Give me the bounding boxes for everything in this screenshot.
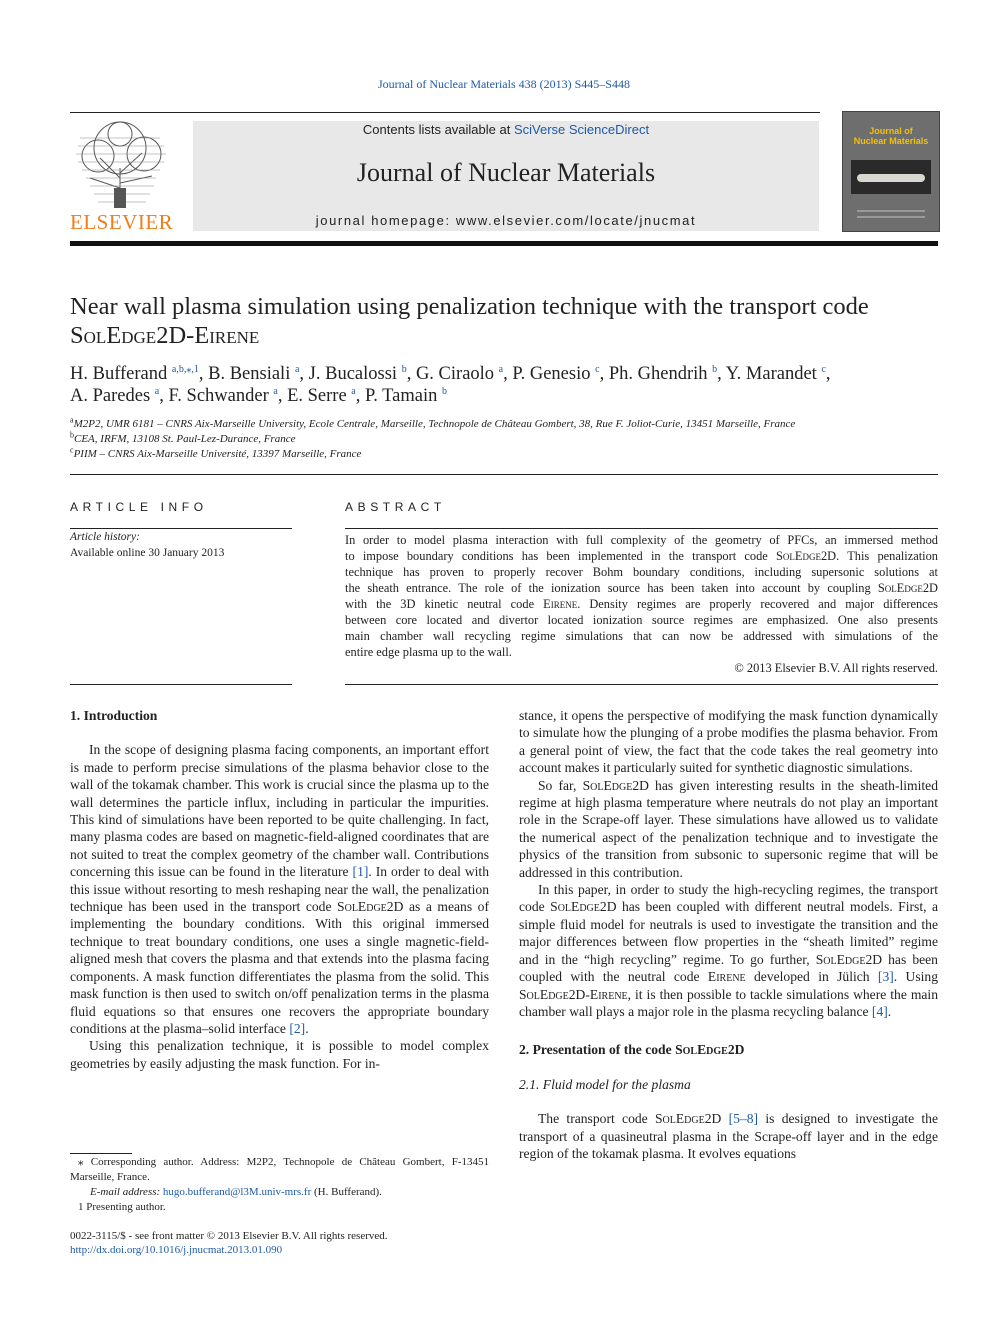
- author-affiliation-marker[interactable]: b: [401, 363, 407, 375]
- footnote-rule: [70, 1153, 132, 1154]
- article-history-label: Article history:: [70, 531, 140, 543]
- journal-reference[interactable]: Journal of Nuclear Materials 438 (2013) S445–S448: [378, 77, 630, 91]
- elsevier-logo: [70, 118, 172, 232]
- affiliation-text: CEA, IRFM, 13108 St. Paul-Lez-Durance, France: [74, 433, 296, 445]
- author-name: G. Ciraolo: [415, 364, 499, 384]
- article-title: [70, 292, 950, 350]
- citation-link[interactable]: [4]: [871, 1003, 888, 1019]
- section-heading-presentation: 2. Presentation of the code SolEdge2D: [519, 1042, 745, 1058]
- contents-line: [193, 122, 819, 137]
- author-separator: ,: [717, 364, 726, 384]
- authors-line-2: [70, 384, 950, 408]
- author-affiliation-marker[interactable]: a,b,⁎,1: [171, 363, 199, 375]
- affiliations-rule: [70, 474, 938, 475]
- affiliation-item: [70, 417, 950, 432]
- author-name: H. Bufferand: [70, 364, 172, 384]
- intro-paragraph-1: In the scope of designing plasma facing components, an important effort is made to perform precise simulations of the plasma behavior close to the wall of the tokamak chamber. This work is crucial since the plasma up to the wall determines the particle influx, including in particular the impurities. This kind of simulations have been reported to be quite challenging. In fact, many plasma codes are based on magnetic-field-aligned coordinates that are not suited to treat the complex geometry of the chamber wall. Contributions concerning this issue can be found in the literature [1]. In order to deal with this issue without resorting to mesh reshaping near the wall, the penalization technique has been used in the transport code SolEdge2D as a means of implementing the boundary conditions. With this original immersed technique to treat boundary conditions, one uses a single magnetic-field-aligned mesh that covers the plasma and that extends into the plasma facing components. A mask function differentiates the plasma from the solid. This mask function is then used to switch on/off penalization terms in the plasma fluid equations so that ensures one recovers the appropriate boundary conditions at the plasma–solid interface [2].: [70, 742, 490, 1036]
- author-separator: ,: [825, 364, 831, 384]
- author-name: E. Serre: [287, 386, 352, 406]
- footnotes: [70, 1155, 489, 1215]
- abstract-heading: ABSTRACT: [345, 500, 446, 514]
- affiliation-item: [70, 432, 950, 447]
- article-info-heading: ARTICLE INFO: [70, 500, 208, 514]
- author-affiliation-marker[interactable]: a: [154, 385, 160, 397]
- author-affiliation-marker[interactable]: b: [712, 363, 718, 375]
- right-column: [519, 707, 938, 1162]
- author-name: J. Bucalossi: [308, 364, 402, 384]
- email-label: E-mail address:: [90, 1186, 163, 1198]
- author-separator: ,: [406, 364, 416, 384]
- author-name: P. Tamain: [365, 386, 442, 406]
- author-affiliation-marker[interactable]: a: [273, 385, 278, 397]
- abstract-line: entire edge plasma up to the wall.: [345, 645, 512, 659]
- abstract-line: main chamber wall recycling regime simulations that can now be addressed with simulations of the: [345, 629, 938, 643]
- left-column: [70, 707, 489, 1072]
- intro-paragraph-2: Using this penalization technique, it is possible to model complex geometries by easily adjusting the mask function. For in-: [70, 1038, 489, 1071]
- author-separator: ,: [198, 364, 209, 384]
- abstract-rule: [345, 528, 938, 529]
- presenting-author-note: 1 Presenting author.: [78, 1201, 166, 1213]
- homepage-prefix: journal homepage:: [315, 213, 456, 228]
- author-separator: ,: [277, 386, 288, 406]
- author-name: Ph. Ghendrih: [608, 364, 713, 384]
- right-paragraph-3: In this paper, in order to study the high-recycling regimes, the transport code SolEdge2D has been coupled with different neutral models. First, a simple fluid model for neutrals is used to investigate the transition and the major differences between flow properties in the “sheath limited” regime and in the “high recycling” regime. To go further, SolEdge2D has been coupled with the neutral code Eirene developed in Jülich [3]. Using SolEdge2D-Eirene, it is then possible to tackle simulations where the main chamber wall plays a major role in the plasma recycling balance [4].: [519, 882, 939, 1019]
- article-info-bottom-rule: [70, 684, 292, 685]
- abstract-line: In order to model plasma interaction with full complexity of the geometry of PFCs, an immersed method: [345, 533, 938, 547]
- doi-link[interactable]: http://dx.doi.org/10.1016/j.jnucmat.2013.01.090: [70, 1244, 283, 1256]
- cover-image: [851, 160, 931, 194]
- corresponding-author-note: ⁎ Corresponding author. Address: M2P2, Technopole de Château Gombert, F-13451 Marseille, France.: [70, 1156, 489, 1183]
- abstract-bottom-rule: [345, 684, 938, 685]
- homepage-url[interactable]: www.elsevier.com/locate/jnucmat: [455, 213, 697, 228]
- email-note: [70, 1185, 489, 1200]
- right-paragraph-2: So far, SolEdge2D has given interesting results in the sheath-limited regime at high plasma temperature where neutrals do not play an important role in the Scrape-off layer. These simulations have allowed us to validate the numerical aspect of the penalization technique and to investigate the physics of the transition from subsonic to supersonic regime that will be addressed in this contribution.: [519, 777, 938, 880]
- author-separator: ,: [299, 364, 309, 384]
- affiliations: [70, 417, 950, 462]
- affiliation-item: [70, 447, 950, 462]
- author-affiliation-marker[interactable]: c: [821, 363, 826, 375]
- header-bottom-rule: [70, 241, 938, 246]
- affiliation-text: M2P2, UMR 6181 – CNRS Aix-Marseille University, Ecole Centrale, Marseille, Technopole de Château Gombert, 38, Rue F. Joliot-Curie, 13451 Marseille, France: [73, 418, 796, 430]
- abstract-line: technique has proven to properly recover Bohm boundary conditions, including supersonic solutions at: [345, 565, 938, 579]
- author-name: P. Genesio: [512, 364, 596, 384]
- article-title-line1: Near wall plasma simulation using penalization technique with the transport code: [70, 293, 869, 320]
- authors-line-1: [70, 362, 950, 386]
- author-name: Y. Marandet: [725, 364, 822, 384]
- article-info-rule: [70, 528, 292, 529]
- affiliation-text: PIIM – CNRS Aix-Marseille Université, 13397 Marseille, France: [73, 448, 362, 460]
- header-top-rule: [70, 112, 820, 113]
- author-separator: ,: [355, 386, 365, 406]
- author-name: F. Schwander: [168, 386, 274, 406]
- article-history-value: Available online 30 January 2013: [70, 547, 225, 559]
- right-paragraph-1: stance, it opens the perspective of modifying the mask function dynamically to simulate how the plunging of a probe modifies the plasma behavior. From a general point of view, the fact that the code takes the real geometry into account makes it particularly suited for synthetic diagnostic simulations.: [519, 708, 938, 776]
- affiliation-key: b: [70, 430, 74, 440]
- affiliation-key: a: [70, 415, 74, 425]
- citation-link[interactable]: [3]: [877, 969, 894, 985]
- elsevier-tree-icon: [70, 118, 172, 210]
- journal-title: Journal of Nuclear Materials: [356, 158, 656, 187]
- article-title-line2: SolEdge2D-Eirene: [70, 322, 260, 349]
- abstract-line: with the 3D kinetic neutral code Eirene. Density regimes are properly recovered and major differences: [345, 597, 939, 611]
- copyright: © 2013 Elsevier B.V. All rights reserved.: [734, 661, 938, 675]
- abstract-line: to impose boundary conditions has been implemented in the transport code SolEdge2D. This penalization: [345, 549, 939, 563]
- author-affiliation-marker[interactable]: a: [294, 363, 300, 375]
- email-link[interactable]: hugo.bufferand@l3M.univ-mrs.fr: [162, 1186, 312, 1198]
- sciencedirect-link[interactable]: SciVerse ScienceDirect: [513, 122, 650, 137]
- email-suffix: (H. Bufferand).: [311, 1186, 382, 1198]
- author-affiliation-marker[interactable]: c: [595, 363, 600, 375]
- issn-line: 0022-3115/$ - see front matter © 2013 Elsevier B.V. All rights reserved.: [70, 1230, 388, 1242]
- citation-link[interactable]: [2]: [289, 1020, 306, 1036]
- abstract-body: [345, 532, 938, 660]
- author-name: B. Bensiali: [208, 364, 295, 384]
- abstract-line: between core located and divertor located ionization source regimes are emphasized. One also presents: [345, 613, 938, 627]
- author-affiliation-marker[interactable]: a: [498, 363, 504, 375]
- homepage-line: [193, 213, 819, 228]
- author-affiliation-marker[interactable]: a: [351, 385, 356, 397]
- cover-title: Journal of Nuclear Materials: [853, 126, 929, 146]
- author-separator: ,: [503, 364, 513, 384]
- section-heading-introduction: 1. Introduction: [70, 708, 158, 723]
- journal-cover-thumbnail[interactable]: [842, 111, 940, 232]
- contents-prefix: Contents lists available at: [362, 122, 514, 137]
- abstract-line: the sheath entrance. The role of the ionization source has been taken into account by coupling SolEdge2D: [345, 581, 938, 595]
- elsevier-wordmark: ELSEVIER: [70, 210, 174, 234]
- subsection-heading-fluid-model: 2.1. Fluid model for the plasma: [519, 1076, 691, 1092]
- author-separator: ,: [159, 386, 169, 406]
- author-affiliation-marker[interactable]: b: [442, 385, 447, 397]
- author-separator: ,: [599, 364, 609, 384]
- citation-link[interactable]: [5–8]: [728, 1111, 759, 1127]
- affiliation-key: c: [70, 445, 74, 455]
- section2-paragraph: The transport code SolEdge2D [5–8] is designed to investigate the transport of a quasineutral plasma in the Scrape-off layer and in the edge region of the tokamak plasma. It evolves equations: [519, 1111, 938, 1161]
- journal-banner: [193, 121, 819, 231]
- author-name: A. Paredes: [70, 386, 155, 406]
- citation-link[interactable]: [1]: [352, 864, 369, 880]
